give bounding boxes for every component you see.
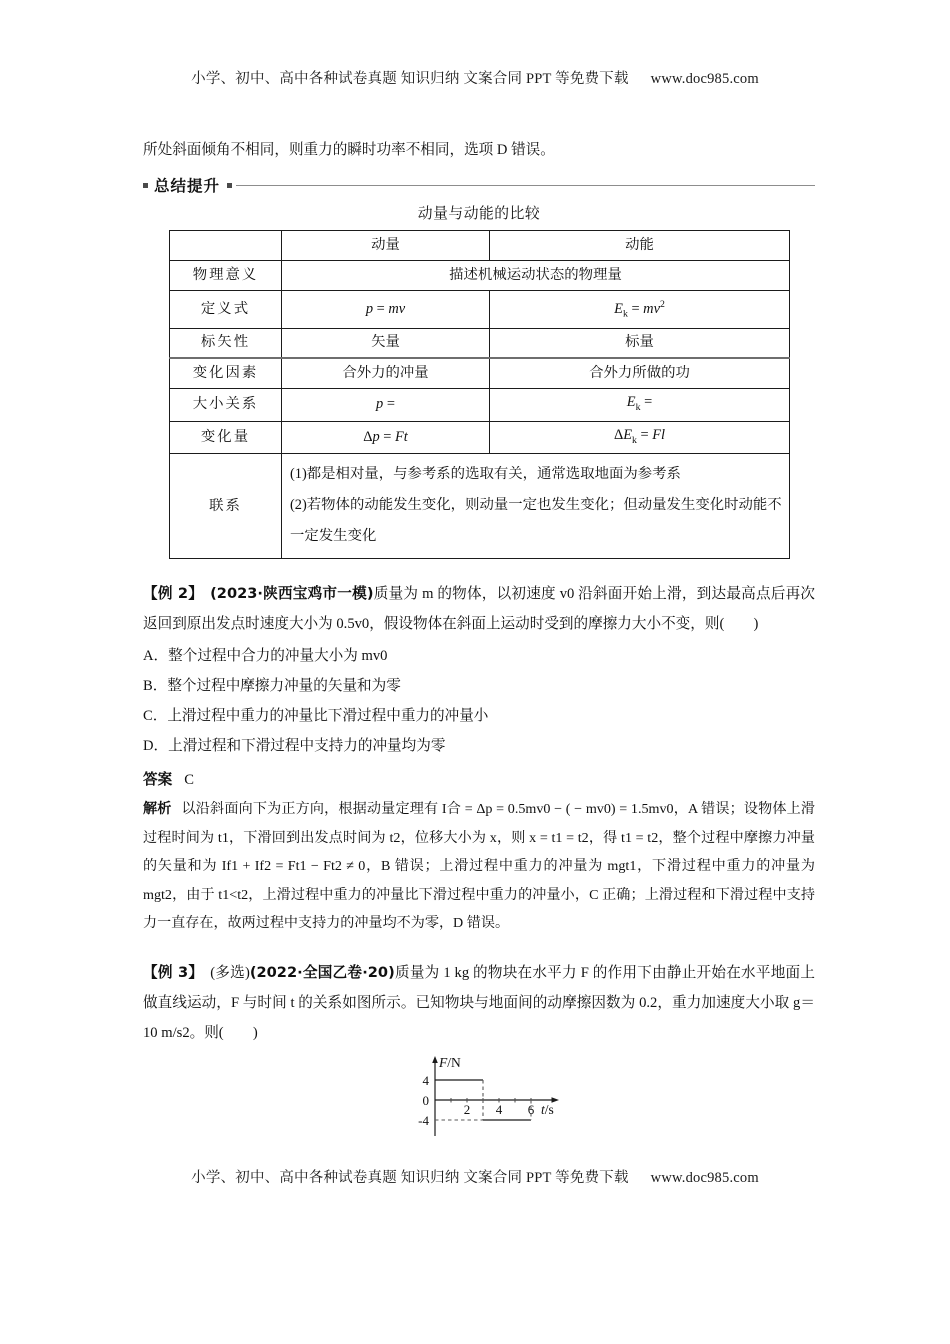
row-label-magnitude-relation: 大小关系 — [170, 388, 282, 421]
running-header — [0, 67, 950, 88]
table-header-cell-kinetic: 动能 — [490, 231, 790, 261]
row-label-change-amount: 变化量 — [170, 421, 282, 454]
content-column — [143, 136, 815, 1146]
x-tick-label-2: 2 — [463, 1101, 471, 1117]
row-value-change-factor-kinetic: 合外力所做的功 — [490, 358, 790, 388]
answer-label: 答案 — [143, 771, 173, 789]
table-row — [170, 261, 790, 291]
x-axis-label: t/s — [541, 1101, 554, 1117]
x-tick-label-6: 6 — [527, 1101, 535, 1117]
y-tick-label-neg4: -4 — [418, 1112, 429, 1128]
row-value-scalar: 标量 — [490, 328, 790, 358]
example-2-source: (2023·陕西宝鸡市一模) — [210, 585, 374, 603]
table-row — [170, 358, 790, 388]
row-value-magnitude-momentum: p = — [282, 388, 490, 421]
example-2-block — [143, 579, 815, 639]
top-paragraph: 所处斜面倾角不相同，则重力的瞬时功率不相同，选项 D 错误。 — [143, 142, 555, 158]
row-value-change-factor-momentum: 合外力的冲量 — [282, 358, 490, 388]
table-title: 动量与动能的比较 — [417, 206, 541, 222]
y-tick-label-4: 4 — [422, 1072, 429, 1088]
table-row — [170, 388, 790, 421]
table-header-cell-momentum: 动量 — [282, 231, 490, 261]
row-value-physical-meaning: 描述机械运动状态的物理量 — [282, 261, 790, 291]
row-label-vector-scalar: 标矢性 — [170, 328, 282, 358]
running-footer-text: 小学、初中、高中各种试卷真题 知识归纳 文案合同 PPT 等免费下载 — [191, 1170, 629, 1186]
row-label-change-factor: 变化因素 — [170, 358, 282, 388]
row-value-relation — [282, 454, 790, 559]
example-2-answer-line — [143, 765, 815, 795]
relation-line-1: (1)都是相对量，与参考系的选取有关，通常选取地面为参考系 — [290, 466, 681, 483]
y-axis-label: F/N — [439, 1054, 461, 1070]
option-d: D．上滑过程和下滑过程中支持力的冲量均为零 — [143, 738, 446, 755]
example-3-stem: 质量为 1 kg 的物块在水平力 F 的作用下由静止开始在水平地面上做直线运动，F 与时间 t 的关系如图所示。已知物块与地面间的动摩擦因数为 0.2，重力加速度大小取 g＝10 m/s2。则( ) — [143, 964, 815, 1041]
example-2-tag: 【例 2】 — [143, 585, 204, 603]
section-banner-title: 总结提升 — [154, 177, 221, 195]
running-header-url: www.doc985.com — [650, 71, 759, 87]
x-tick-label-4: 4 — [495, 1101, 503, 1117]
running-footer — [0, 1166, 950, 1187]
table-row — [170, 421, 790, 454]
row-value-change-amount-momentum: Δp = Ft — [282, 421, 490, 454]
example-3-block — [143, 958, 815, 1048]
square-bullet-icon — [143, 183, 148, 188]
example-2-options — [143, 641, 815, 761]
answer-value: C — [184, 772, 194, 789]
table-header-cell-blank — [170, 231, 282, 261]
comparison-table — [169, 230, 790, 559]
example-2-stem: 质量为 m 的物体，以初速度 v0 沿斜面开始上滑，到达最高点后再次返回到原出发点时速度大小为 0.5v0，假设物体在斜面上运动时受到的摩擦力大小不变，则( ) — [143, 586, 815, 633]
example-3-source: (2022·全国乙卷·20) — [249, 963, 395, 981]
row-value-change-amount-kinetic: $\Delta E_k = Fl$ — [490, 421, 790, 454]
table-row — [170, 291, 790, 329]
y-axis-arrow-icon — [432, 1056, 438, 1063]
row-value-definition-kinetic: $E_k = mv^2$ — [490, 291, 790, 329]
running-header-text: 小学、初中、高中各种试卷真题 知识归纳 文案合同 PPT 等免费下载 — [191, 71, 629, 87]
solution-label: 解析 — [143, 801, 172, 818]
row-label-relation: 联系 — [170, 454, 282, 559]
row-label-physical-meaning: 物理意义 — [170, 261, 282, 291]
option-a: A．整个过程中合力的冲量大小为 mv0 — [143, 648, 388, 665]
running-footer-url: www.doc985.com — [650, 1170, 759, 1186]
row-value-magnitude-kinetic: $E_k$ = — [490, 388, 790, 421]
solution-text: 以沿斜面向下为正方向，根据动量定理有 I合 = Δp = 0.5mv0 − ( − mv0) = 1.5mv0，A 错误；设物体上滑过程时间为 t1，下滑回到出发点时间为 t2，位移大小为 x，则 x = t1 = t2，得 t1 = t2，整个过程中摩擦力冲量的矢量和为 If1 + If2 = Ft1 − Ft2 ≠ 0，B 错误；上滑过程中重力的冲量为 mgt1，下滑过程中重力的冲量为 mgt2，由于 t1<t2，上滑过程中重力的冲量比下滑过程中重力的冲量小，C 正确；上滑过程和下滑过程中支持力一直存在，故两过程中支持力的冲量均不为零，D 错误。 — [143, 801, 816, 932]
banner-rule-divider — [236, 184, 815, 187]
relation-line-2: (2)若物体的动能发生变化，则动量一定也发生变化；但动量发生变化时动能不一定发生变化 — [290, 497, 782, 545]
force-time-graph-svg — [393, 1054, 583, 1144]
option-b: B．整个过程中摩擦力冲量的矢量和为零 — [143, 678, 401, 695]
row-value-definition-momentum: p = mv — [282, 291, 490, 329]
row-label-definition: 定义式 — [170, 291, 282, 329]
figure-wrap — [143, 1054, 815, 1146]
y-tick-label-0: 0 — [422, 1092, 429, 1108]
example-3-tag: 【例 3】 — [143, 963, 204, 981]
table-row — [170, 328, 790, 358]
option-c: C．上滑过程中重力的冲量比下滑过程中重力的冲量小 — [143, 708, 489, 725]
row-value-vector: 矢量 — [282, 328, 490, 358]
force-time-graph — [393, 1054, 583, 1149]
table-header-row — [170, 231, 790, 261]
example-2-solution — [143, 795, 815, 938]
section-banner — [143, 174, 815, 196]
square-bullet-icon — [227, 183, 232, 188]
example-3-multi-tag: (多选) — [210, 964, 250, 981]
table-row-relation — [170, 454, 790, 559]
